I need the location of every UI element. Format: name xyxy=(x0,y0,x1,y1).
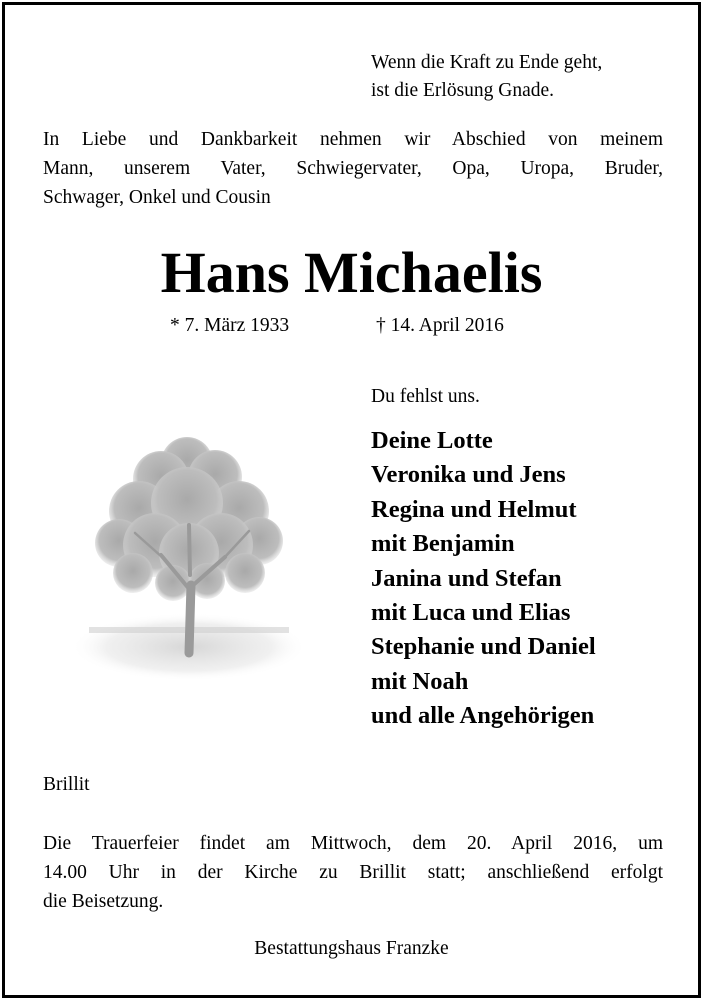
motto xyxy=(371,49,602,105)
family-member: mit Benjamin xyxy=(371,530,515,558)
service-line-2: 14.00 Uhr in der Kirche zu Brillit statt; anschließend erfolgt xyxy=(43,862,663,883)
family-member: Veronika und Jens xyxy=(371,461,566,489)
obituary-card xyxy=(2,2,701,998)
motto-line-2: ist die Erlösung Gnade. xyxy=(371,80,555,101)
intro-line-2: Mann, unserem Vater, Schwiegervater, Opa, Uropa, Bruder, xyxy=(43,158,663,179)
service-line-1: Die Trauerfeier findet am Mittwoch, dem 20. April 2016, um xyxy=(43,833,663,854)
service-line-3: die Beisetzung. xyxy=(43,891,164,912)
motto-line-1: Wenn die Kraft zu Ende geht, xyxy=(371,52,603,73)
missed-text: Du fehlst uns. xyxy=(371,386,480,407)
death-date: † 14. April 2016 xyxy=(376,315,504,336)
family-member: Janina und Stefan xyxy=(371,564,562,592)
birth-date: * 7. März 1933 xyxy=(170,315,290,336)
deceased-name: Hans Michaelis xyxy=(160,240,543,305)
intro-line-1: In Liebe und Dankbarkeit nehmen wir Abschied von meinem xyxy=(43,129,663,150)
family-member: Regina und Helmut xyxy=(371,495,577,523)
tree-icon xyxy=(69,415,309,695)
intro-text xyxy=(43,125,663,212)
family-member: mit Noah xyxy=(371,667,469,695)
funeral-home: Bestattungshaus Franzke xyxy=(254,938,449,959)
family-list xyxy=(371,424,596,734)
family-member: Deine Lotte xyxy=(371,427,493,454)
service-text xyxy=(43,829,663,916)
intro-line-3: Schwager, Onkel und Cousin xyxy=(43,187,271,208)
family-member: Stephanie und Daniel xyxy=(371,633,596,661)
family-member: mit Luca und Elias xyxy=(371,599,571,627)
family-member: und alle Angehörigen xyxy=(371,702,595,730)
place-name: Brillit xyxy=(43,774,90,795)
